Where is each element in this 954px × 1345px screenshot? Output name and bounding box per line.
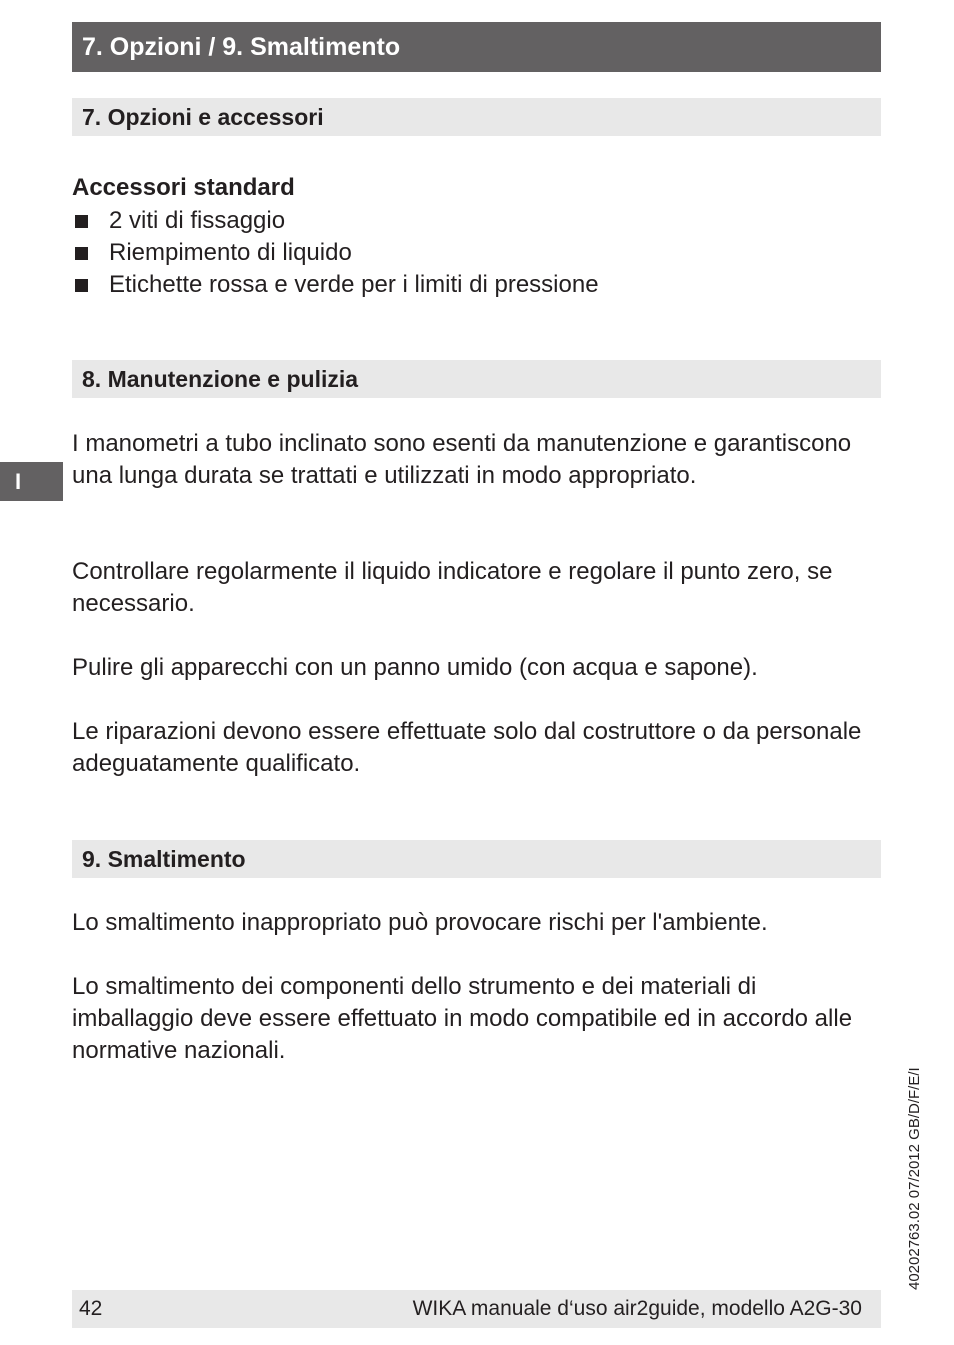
page-header-title: 7. Opzioni / 9. Smaltimento bbox=[72, 22, 881, 72]
list-item-text: Riempimento di liquido bbox=[109, 239, 352, 266]
list-item-text: Etichette rossa e verde per i limiti di pressione bbox=[109, 271, 599, 298]
language-tab: I bbox=[0, 462, 63, 501]
section-heading-maintenance: 8. Manutenzione e pulizia bbox=[72, 360, 881, 398]
paragraph: Lo smaltimento dei componenti dello strumento e dei materiali di imballaggio deve essere effettuato in modo compatibile ed in accordo alle normative nazionali. bbox=[72, 973, 853, 1064]
list-item bbox=[72, 237, 599, 269]
square-bullet-icon bbox=[75, 215, 88, 228]
document-code: 40202763.02 07/2012 GB/D/F/E/I bbox=[906, 1067, 923, 1290]
footer-manual-title: WIKA manuale d‘uso air2guide, modello A2G-30 bbox=[412, 1297, 862, 1320]
square-bullet-icon bbox=[75, 247, 88, 260]
list-item bbox=[72, 205, 599, 237]
list-item-text: 2 viti di fissaggio bbox=[109, 207, 286, 234]
square-bullet-icon bbox=[75, 279, 88, 292]
accessories-list bbox=[72, 205, 599, 301]
paragraph: Le riparazioni devono essere effettuate solo dal costruttore o da personale adeguatamente qualificato. bbox=[72, 718, 862, 777]
paragraph: I manometri a tubo inclinato sono esenti da manutenzione e garantiscono una lunga durata se trattati e utilizzati in modo appropriato. bbox=[72, 430, 852, 489]
paragraph: Controllare regolarmente il liquido indicatore e regolare il punto zero, se necessario. bbox=[72, 558, 833, 617]
page-number: 42 bbox=[79, 1297, 103, 1320]
paragraph: Pulire gli apparecchi con un panno umido (con acqua e sapone). bbox=[72, 654, 758, 681]
section-heading-disposal: 9. Smaltimento bbox=[72, 840, 881, 878]
section-heading-options: 7. Opzioni e accessori bbox=[72, 98, 881, 136]
paragraph: Lo smaltimento inappropriato può provocare rischi per l'ambiente. bbox=[72, 909, 768, 936]
subheading-standard-accessories: Accessori standard bbox=[72, 174, 295, 201]
list-item bbox=[72, 269, 599, 301]
page-footer bbox=[72, 1290, 881, 1328]
